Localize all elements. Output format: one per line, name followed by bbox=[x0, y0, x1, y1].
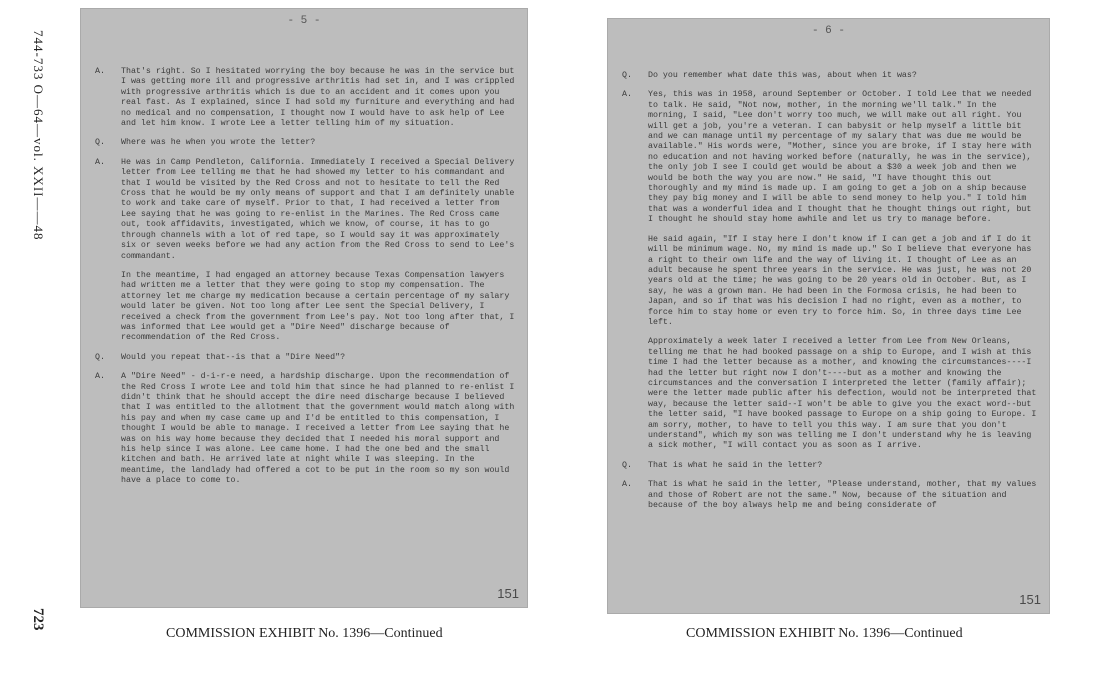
exhibit-caption-right: COMMISSION EXHIBIT No. 1396—Continued bbox=[686, 626, 963, 641]
qa-tag: Q. bbox=[622, 460, 632, 470]
qa-text: Do you remember what date this was, about when it was? bbox=[648, 71, 917, 80]
binding-margin bbox=[0, 0, 70, 691]
page-body bbox=[622, 71, 1042, 520]
qa-tag: A. bbox=[95, 157, 105, 167]
qa-block bbox=[622, 461, 1037, 471]
qa-text: Where was he when you wrote the letter? bbox=[121, 138, 316, 148]
page-footer-number: 151 bbox=[497, 586, 519, 601]
qa-block bbox=[622, 480, 1042, 511]
qa-tag: A. bbox=[622, 90, 632, 100]
paragraph: He said again, "If I stay here I don't know if I can get a job and if I do it will be minimum wage. No, my mind is made up." So I believe that everyone has a right to their own life and the way of living it. I thought of Lee as an adult because he spent three years in the service. He was just, he was not 20 years old at the time; he was going to be 20 years old in October. But, as I say, he was a grown man. He had been in the Formosa crisis, he had been to Japan, and so if that was his decision I had no right, even as a mother, to force him to stay home or even try to force him. So, in three days time Lee left. bbox=[648, 234, 1037, 327]
page-number-header: - 5 - bbox=[287, 15, 321, 27]
document-page-right bbox=[607, 18, 1050, 614]
qa-block bbox=[622, 90, 1037, 225]
document-page-left bbox=[80, 8, 528, 608]
qa-block bbox=[95, 138, 515, 148]
qa-block bbox=[95, 353, 515, 363]
qa-tag: A. bbox=[95, 67, 105, 76]
volume-note: 744-733 O—64—vol. XXII——48 bbox=[31, 30, 46, 241]
qa-text: That is what he said in the letter? bbox=[648, 460, 823, 470]
qa-text: That is what he said in the letter, "Please understand, mother, that my values and those of Robert are not the same." Now, because of the situation and because of the boy always help me and being considerate of bbox=[648, 480, 1042, 511]
qa-tag: A. bbox=[95, 372, 105, 382]
paragraph: Approximately a week later I received a letter from Lee from New Orleans, telling me that he had booked passage on a ship to Europe, and I wish at this time I had the letter because as a mother, and knowing the circumstances----I had the letter but right now I don't----but as a mother and knowing the circumstances and the conversation I interpreted the letter (family affair); were the letter made public after his defection, would not be interpreted that way, because the letter said--I won't be able to give you the exact word--but the letter said, "I have booked passage to Europe on a ship going to Europe. I am sorry, mother, to have to tell you this way. I am sure that you don't understand", which my son was telling me I don't understand why he is leaving a sick mother, "I will contact you as soon as I arrive. bbox=[648, 337, 1042, 451]
qa-block bbox=[95, 67, 520, 129]
qa-text: He was in Camp Pendleton, California. Immediately I received a Special Delivery letter from Lee telling me that he had showed my letter to his commandant and that I would be visited by the Red Cross and not to hesitate to tell the Red Cross that he would be my only means of support and that I am definitely unable to work and take care of myself. Prior to that, I had received a letter from Lee saying that he was going to re-enlist in the Marines. The Red Cross came out, took affidavits, investigated, which we know, of course, it has to go through channels with a lot of red tape, so I would say it was approximately six or seven weeks before we had any action from the Red Cross to send to Lee's commandant. bbox=[121, 157, 520, 261]
qa-block bbox=[95, 157, 520, 262]
page-footer-number: 151 bbox=[1019, 592, 1041, 607]
qa-text: That's right. So I hesitated worrying the boy because he was in the service but I was getting more ill and progressive arthritis had set in, and I was crippled with progressive arthritis which is due to an accident and it comes upon you real fast. As I explained, since I had sold my furniture and everything and had no medical and no compensation, I thought now I would have to ask help of Lee and let him know. I wrote Lee a letter telling him of my situation. bbox=[121, 67, 520, 129]
qa-text: Yes, this was in 1958, around September or October. I told Lee that we needed to talk. He said, "Not now, mother, in the morning we'll talk." In the morning, I said, "Lee don't worry too much, we will make out all right. You will get a job, you're a veteran. I can babysit or help myself a little bit and we can manage until my percentage of my salary that was due me would be available." His words were, "Mother, since you are broke, if I stay here with no education and not having worked before (naturally, he was in the service), the only job I see I could get would be about a $30 a week job and then we would be both the way you are now." He said, "I have thought this out thoroughly and my mind is made up. I am going to get a job on a ship because they pay big money and I will be able to send money to help you." I told him that was a wonderful idea and I thought that he thought things out right, but I thought he should stay home awhile and let us try to manage before. bbox=[648, 90, 1037, 225]
exhibit-caption-left: COMMISSION EXHIBIT No. 1396—Continued bbox=[166, 626, 443, 641]
qa-text: A "Dire Need" - d-i-r-e need, a hardship discharge. Upon the recommendation of the Red Cross I wrote Lee and told him that since he had planned to re-enlist I didn't think that he should accept the dire need discharge because I believed that I was entitled to the allotment that the government would match along with his pay and when my case came up and I'd be entitled to this compensation, I thought I would be able to manage. I received a letter from Lee saying that he was on his way home because they decided that I needed his moral support and his help since I was alone. Lee came home. I had the one bed and the small kitchen and bath. He arrived late at night while I was sleeping. In the meantime, the landlady had offered a cot to be put in the room so my son would have a place to come to. bbox=[121, 372, 520, 486]
page-number-header: - 6 - bbox=[811, 25, 845, 37]
qa-tag: A. bbox=[622, 480, 632, 490]
qa-tag: Q. bbox=[622, 71, 632, 80]
page-body bbox=[95, 67, 520, 496]
qa-block bbox=[622, 71, 1037, 81]
qa-block bbox=[95, 372, 520, 486]
qa-tag: Q. bbox=[95, 352, 105, 362]
qa-tag: Q. bbox=[95, 138, 105, 148]
printed-page-number: 723 bbox=[30, 608, 46, 631]
paragraph: In the meantime, I had engaged an attorney because Texas Compensation lawyers had written me a letter that they were going to stop my compensation. The attorney let me charge my medication because a certain percentage of my salary would later be given. Not too long after Lee sent the Special Delivery, I received a check from the government from Lee's pay. Not too long after that, I was informed that Lee would get a "Dire Need" discharge because of recommendation of the Red Cross. bbox=[121, 270, 520, 343]
qa-text: Would you repeat that--is that a "Dire Need"? bbox=[121, 352, 346, 362]
